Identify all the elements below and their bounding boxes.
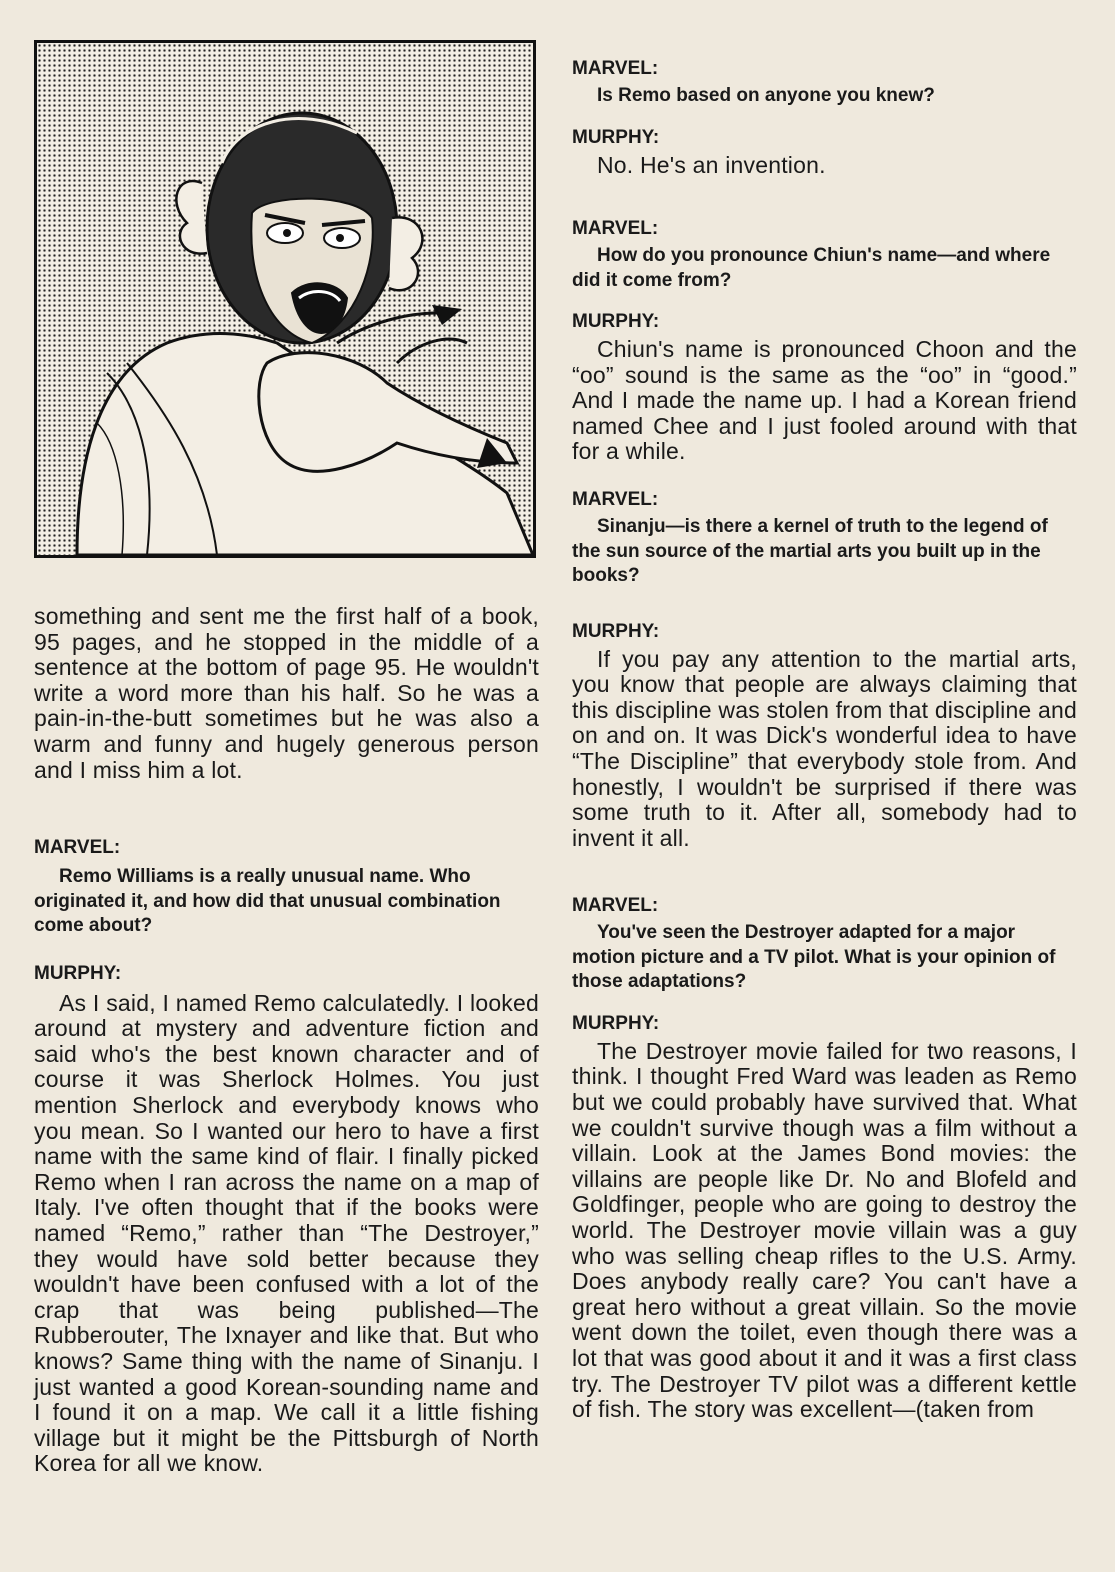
question-text: You've seen the Destroyer adapted for a major motion picture and a TV pilot. What is your opinion of those adaptations? <box>572 922 1056 993</box>
speaker-label-marvel: MARVEL: <box>572 895 659 917</box>
question-text: Is Remo based on anyone you knew? <box>597 85 935 106</box>
speaker-label-murphy: MURPHY: <box>572 1012 660 1034</box>
answer-text: Chiun's name is pronounced Choon and the “oo” sound is the same as the “oo” in “good.” And I made the name up. I had a Korean friend named Chee and I just fooled around with that for a while. <box>572 336 1077 465</box>
illustration-panel <box>34 40 536 558</box>
answer-text: The Destroyer movie failed for two reasons, I think. I thought Fred Ward was leaden as Remo but we could probably have survived that. What we couldn't survive though was a film without a villain. Look at the James Bond movies: the villains are people like Dr. No and Blofeld and Goldfinger, people who are going to destroy the world. The Destroyer movie villain was a guy who was selling cheap rifles to the U.S. Army. Does anybody really care? You can't have a great hero without a great villain. So the movie went down the toilet, even though there was a lot that was good about it and it was a first class try. The Destroyer TV pilot was a different kettle of fish. The story was excellent—(taken from <box>572 1037 1077 1423</box>
question-text: How do you pronounce Chiun's name—and where did it come from? <box>572 245 1051 291</box>
speaker-label-murphy: MURPHY: <box>572 126 660 148</box>
speaker-label-murphy: MURPHY: <box>572 620 660 642</box>
speaker-label-marvel: MARVEL: <box>572 58 659 79</box>
answer-text: No. He's an invention. <box>597 151 826 178</box>
speaker-label-marvel: MARVEL: <box>34 837 121 859</box>
speaker-label-murphy: MURPHY: <box>572 311 660 333</box>
speaker-label-marvel: MARVEL: <box>572 218 659 240</box>
answer-text: As I said, I named Remo calculatedly. I looked around at mystery and adventure fiction and said who's the best known character and of course it was Sherlock Holmes. You just mention Sherlock and everybody knows who you mean. So I wanted our hero to have a first name with the same kind of flair. I finally picked Remo when I ran across the name on a map of Italy. I've often thought that if the books were named “Remo,” rather than “The Destroyer,” they would have sold better because they wouldn't have been confused with a lot of the crap that was being published—The Rubberouter, The Ixnayer and like that. But who knows? Same thing with the name of Sinanju. I just wanted a good Korean-sounding name and I found it on a map. We call it a little fishing village but it might be the Pittsburgh of North Korea for all we know. <box>34 989 539 1477</box>
speaker-label-marvel: MARVEL: <box>572 489 659 511</box>
right-column <box>572 58 1077 1423</box>
question-text: Remo Williams is a really unusual name. Who originated it, and how did that unusual combination come about? <box>34 866 501 937</box>
answer-text: If you pay any attention to the martial arts, you know that people are always claiming that this discipline was stolen from that discipline and on and on. It was Dick's wonderful idea to have “The Discipline” that everybody stole from. And honestly, I wouldn't be surprised if there was some truth to it. After all, somebody had to invent it all. <box>572 645 1077 851</box>
old-master-illustration-icon <box>37 43 533 555</box>
left-column <box>34 604 539 1477</box>
question-text: Sinanju—is there a kernel of truth to the legend of the sun source of the martial arts you built up in the books? <box>572 516 1048 587</box>
speaker-label-murphy: MURPHY: <box>34 962 122 984</box>
continued-paragraph: something and sent me the first half of a book, 95 pages, and he stopped in the middle of a sentence at the bottom of page 95. He wouldn't write a word more than his half. So he was a pain-in-the-butt sometimes but he was also a warm and funny and hugely generous person and I miss him a lot. <box>34 603 539 783</box>
